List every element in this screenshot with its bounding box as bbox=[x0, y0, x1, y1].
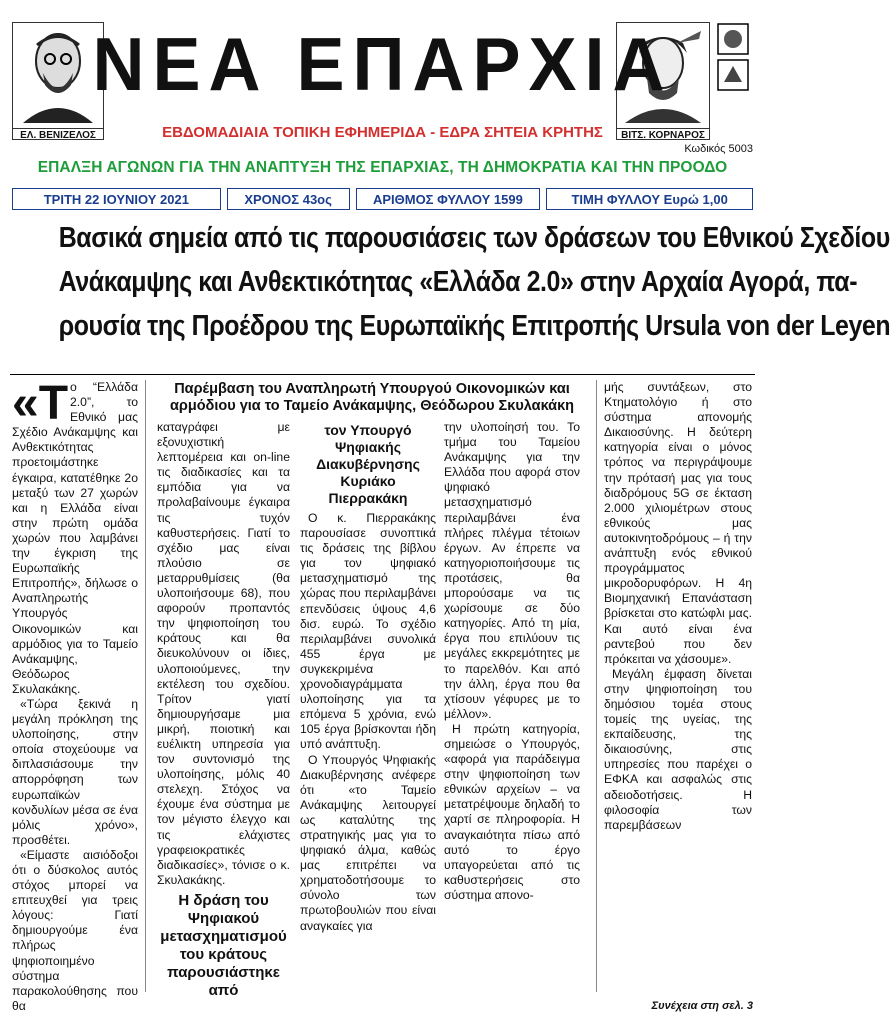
subhead-digital: Η δράση του Ψηφιακού μετασχηματισμού του κράτους παρουσιάστηκε από bbox=[160, 891, 287, 999]
newspaper-title: ΝΕΑ ΕΠΑΡΧΙΑ bbox=[92, 23, 673, 108]
info-date: ΤΡΙΤΗ 22 ΙΟΥΝΙΟΥ 2021 bbox=[12, 188, 221, 210]
headline-line-3: ρουσία της Προέδρου της Ευρωπαϊκής Επιτροπής Ursula von der Leyen bbox=[58, 310, 890, 342]
col1-text-c: «Είμαστε αισιόδοξοι ότι ο δύσκολος αυτός στόχος μπορεί να επιτευχθεί για τρεις λόγους: Γιατί δημιουργούμε ένα πλήρως ψηφιοποιημένο σύστημα παρακολούθησης που θα bbox=[12, 847, 138, 1013]
portrait-caption-right: ΒΙΤΣ. ΚΟΡΝΑΡΟΣ bbox=[617, 128, 709, 143]
info-price: ΤΙΜΗ ΦΥΛΛΟΥ Ευρώ 1,00 bbox=[546, 188, 753, 210]
headline-divider bbox=[10, 374, 755, 375]
col1-text-b: «Τώρα ξεκινά η μεγάλη πρόκληση της υλοποίησης, στην οποία στοχεύουμε να διπλασιάσουμε την απορρόφηση των ευρωπαϊκών κονδυλίων μέσα σε ένα μόλις χρόνο», προσθέτει. bbox=[12, 696, 138, 847]
info-year: ΧΡΟΝΟΣ 43ος bbox=[227, 188, 350, 210]
col3-text: Ο κ. Πιερρακάκης παρουσίασε συνοπτικά τις δράσεις της βίβλου για τον ψηφιακό μετασχηματισμό της χώρας που περιλαμβάνει επενδύσεις ύψους 4,6 δισ. ευρώ. Το σχέδιο περιλαμβάνει συνολικά 455 έργα με συγκεκριμένα χρονοδιαγράμματα υλοποίησης για τα επόμενα 5 χρόνια, ενώ 105 έργα βρίσκονται ήδη υπό ανάπτυξη. bbox=[300, 511, 436, 752]
col5-text: μής συντάξεων, στο Κτηματολόγιο ή στο σύστημα απονομής Δικαιοσύνης. Η δεύτερη κατηγορία είναι ο μόνος τρόπος να περιγράψουμε την πρότασή μας για τους διαδρόμους 5G σε έκταση 2.000 χιλιομέτρων στους εθνικούς μας αυτοκινητοδρόμους – ή την ανάπτυξη ενός εθνικού προγράμματος μικροδορυφόρων. Η 4η Βιομηχανική Επανάσταση βρίσκεται στο κατώφλι μας. Και αυτό είναι ένα ραντεβού που δεν πρόκειται να χάσουμε». bbox=[604, 380, 752, 666]
col4-text: την υλοποίησή του. Το τμήμα του Ταμείου Ανάκαμψης για την Ελλάδα που αφορά στον ψηφιακό μετασχηματισμό περιλαμβάνει ένα πλήρες πλέγμα τέτοιων έργων. Αν έπρεπε να κατηγοριοποιήσουμε τις προτάσεις, θα μπορούσαμε να τις χωρίσουμε σε δύο κατηγορίες. Από τη μία, έργα που επιλύουν τις μεγάλες εκκρεμότητες με το παρελθόν. Και από την άλλη, έργα που θα χτίσουν γέφυρες με το μέλλον». bbox=[444, 420, 580, 721]
portrait-caption-left: ΕΛ. ΒΕΝΙΖΕΛΟΣ bbox=[13, 128, 103, 143]
headline-line-1: Βασικά σημεία από τις παρουσιάσεις των δράσεων του Εθνικού Σχεδίου bbox=[58, 222, 890, 254]
col5-text-b: Μεγάλη έμφαση δίνεται στην ψηφιοποίηση του δημόσιου τομέα στους τομείς της υγείας, της εκπαίδευσης, της δικαιοσύνης, στις υπηρεσίες που παρέχει ο ΕΦΚΑ και ασφαλώς στις αδειοδοτήσεις. Η φιλοσοφία των παρεμβάσεων bbox=[604, 666, 752, 832]
col4-text-b: Η πρώτη κατηγορία, σημειώσε ο Υπουργός, «αφορά για παράδειγμα στην ψηφιοποίηση των εθνικών αρχείων – να μετατρέψουμε δηλαδή το χαρτί σε πληροφορία. Η αναγκαιότητα πίσω από αυτό το έργο υπαγορεύεται από τις καθυστερήσεις στο σύστημα απονο- bbox=[444, 721, 580, 902]
subhead-skylakakis: Παρέμβαση του Αναπληρωτή Υπουργού Οικονομικών και αρμόδιου για το Ταμείο Ανάκαμψης, Θεόδωρου Σκυλακάκη bbox=[169, 381, 575, 414]
subtitle-green: ΕΠΑΛΞΗ ΑΓΩΝΩΝ ΓΙΑ ΤΗΝ ΑΝΑΠΤΥΞΗ ΤΗΣ ΕΠΑΡΧΙΑΣ, ΤΗ ΔΗΜΟΚΡΑΤΙΑ ΚΑΙ ΤΗΝ ΠΡΟΟΔΟ bbox=[37, 159, 728, 176]
info-issue: ΑΡΙΘΜΟΣ ΦΥΛΛΟΥ 1599 bbox=[356, 188, 541, 210]
continued-label: Συνέχεια στη σελ. 3 bbox=[651, 1000, 753, 1012]
info-bar bbox=[12, 188, 753, 210]
headline-line-2: Ανάκαμψης και Ανθεκτικότητας «Ελλάδα 2.0» στην Αρχαία Αγορά, πα- bbox=[58, 266, 858, 298]
subhead-pierrakakis: τον Υπουργό Ψηφιακής Διακυβέρνησης Κυριάκο Πιερρακάκη bbox=[316, 422, 420, 506]
column-rule-1 bbox=[145, 380, 146, 992]
col2-text: καταγράφει με εξονυχιστική λεπτομέρεια και on-line τις διαδικασίες και τα εμπόδια για να προλαβαίνουμε έγκαιρα τις τυχόν καθυστερήσεις. Γιατί το σχέδιο μας είναι πλούσιο σε μεταρρυθμίσεις (θα υλοποιήσουμε 68), που αφορούν προπαντός την ψηφιοποίηση του κράτους και θα διευκολύνουν οι ίδιες, υλοποιούμενες, την εκτέλεση του σχεδίου. Τρίτον γιατί δημιουργήσαμε μια μικρή, ποιοτική και ευέλικτη υπηρεσία για τον συντονισμό της υλοποίησης, μόλις 40 στελεχη. Στόχος να έχουμε ένα σύστημα με τον μέγιστο έλεγχο και τις ελάχιστες γραφειοκρατικές διαδικασίες», τόνισε ο κ. Σκυλακάκης. bbox=[157, 420, 290, 887]
subtitle-red: ΕΒΔΟΜΑΔΙΑΙΑ ΤΟΠΙΚΗ ΕΦΗΜΕΡΙΔΑ - ΕΔΡΑ ΣΗΤΕΙΑ ΚΡΗΤΗΣ bbox=[162, 124, 603, 141]
col1-text: ο “Ελλάδα 2.0”, το Εθνικό μας Σχέδιο Ανάκαμψης και Ανθεκτικότητας προετοιμάστηκε έγκαιρα, κατατέθηκε 2ο μεταξύ των 27 χωρών και η Ελλάδα είναι στην πρώτη ομάδα χωρών που λαμβάνει την έγκριση της Ευρωπαϊκής Επιτροπής», δήλωσε ο Αναπληρωτής Υπουργός Οικονομικών και αρμόδιος για το Ταμείο Ανάκαμψης, Θεόδωρος Σκυλακάκης. bbox=[12, 380, 138, 696]
column-2 bbox=[157, 420, 290, 999]
headline bbox=[58, 216, 890, 348]
column-3 bbox=[300, 422, 436, 992]
column-5 bbox=[604, 380, 752, 992]
col3-text-b: Ο Υπουργός Ψηφιακής Διακυβέρνησης ανέφερε ότι «το Ταμείο Ανάκαμψης λειτουργεί ως καταλύτης της στρατηγικής μας για το ψηφιακό άλμα, καθώς μας επιτρέπει να χρηματοδοτήσουμε το σύνολο των πρωτοβουλιών που είναι αναγκαίες για bbox=[300, 752, 436, 933]
column-1 bbox=[12, 377, 138, 1013]
column-4 bbox=[444, 420, 580, 992]
paper-code: Κωδικός 5003 bbox=[684, 143, 753, 155]
dropcap: «Τ bbox=[12, 377, 69, 430]
column-rule-5 bbox=[596, 380, 597, 992]
